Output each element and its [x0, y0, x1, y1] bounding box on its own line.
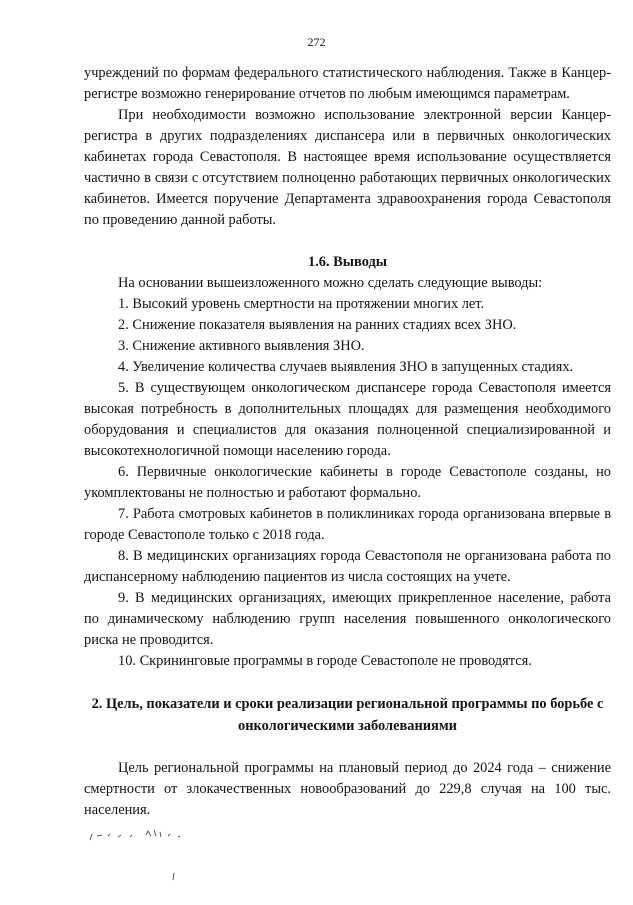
paragraph-continued: учреждений по формам федерального статистического наблюдения. Также в Канцер-регистре возможно генерирование отчетов по любым имеющимся параметрам.: [84, 65, 611, 102]
conclusion-item: 10. Скрининговые программы в городе Севастополе не проводятся.: [118, 653, 532, 669]
section-heading-goals: 2. Цель, показатели и сроки реализации региональной программы по борьбе с онкологическими заболеваниями: [91, 696, 604, 734]
conclusion-item: 4. Увеличение количества случаев выявления ЗНО в запущенных стадиях.: [118, 359, 574, 375]
conclusion-item: 2. Снижение показателя выявления на ранних стадиях всех ЗНО.: [118, 317, 517, 333]
handwritten-mark: [88, 822, 198, 844]
conclusion-item: 5. В существующем онкологическом диспансере города Севастополя имеется высокая потребность в дополнительных площадях для размещения необходимого оборудования и специалистов для оказания полноценной специализированной и высокотехнологичной помощи населению города.: [84, 380, 611, 459]
conclusions-list: [84, 294, 611, 672]
conclusion-item: 9. В медицинских организациях, имеющих прикрепленное население, работа по динамическому наблюдению групп населения повышенного онкологического риска не проводится.: [84, 590, 611, 648]
conclusion-item: 3. Снижение активного выявления ЗНО.: [118, 338, 365, 354]
conclusion-item: 7. Работа смотровых кабинетов в поликлиниках города организована впервые в городе Севастополе только с 2018 года.: [84, 506, 611, 543]
stray-mark: [170, 872, 178, 882]
section-heading-conclusions: 1.6. Выводы: [308, 254, 387, 270]
conclusion-item: 6. Первичные онкологические кабинеты в городе Севастополе созданы, но укомплектованы не полностью и работают формально.: [84, 464, 611, 501]
conclusions-intro: На основании вышеизложенного можно сделать следующие выводы:: [118, 275, 543, 291]
page-content: [84, 63, 611, 821]
paragraph-program-goal: Цель региональной программы на плановый период до 2024 года – снижение смертности от злокачественных новообразований до 229,8 случая на 100 тыс. населения.: [84, 760, 611, 818]
conclusion-item: 8. В медицинских организациях города Севастополя не организована работа по диспансерному наблюдению пациентов из числа состоящих на учете.: [84, 548, 611, 585]
paragraph-cancer-registry: При необходимости возможно использование электронной версии Канцер-регистра в других подразделениях диспансера или в первичных онкологических кабинетах города Севастополя. В настоящее время использование осуществляется частично в связи с отсутствием полноценно работающих первичных онкологических кабинетов. Имеется поручение Департамента здравоохранения города Севастополя по проведению данной работы.: [84, 107, 611, 228]
conclusion-item: 1. Высокий уровень смертности на протяжении многих лет.: [118, 296, 485, 312]
page-number: 272: [307, 35, 326, 49]
